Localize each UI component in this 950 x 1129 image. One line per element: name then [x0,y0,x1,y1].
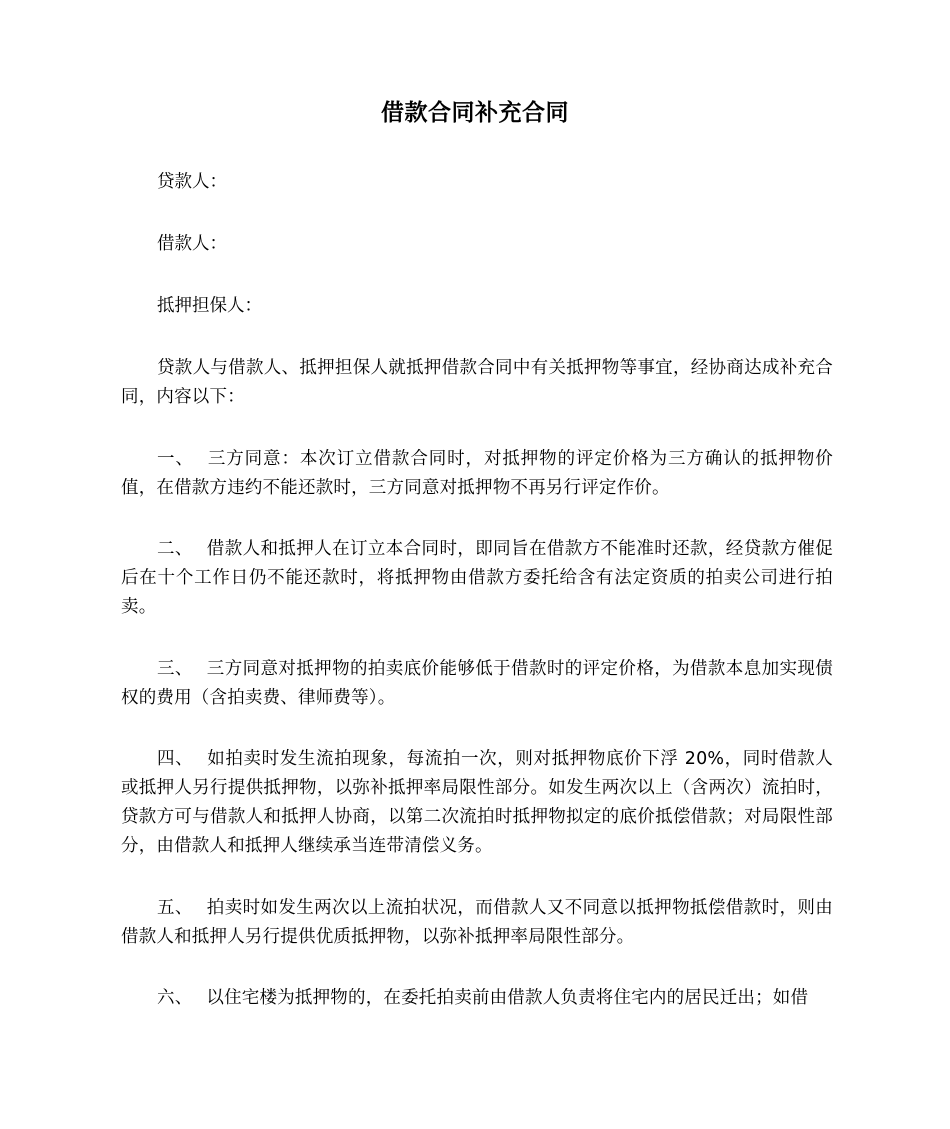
clause-number: 二、 [157,539,193,559]
clause-number: 一、 [157,449,194,469]
clause-text: 三方同意对抵押物的拍卖底价能够低于借款时的评定价格，为借款本息加实现债权的费用（含拍卖费、律师费等）。 [121,659,833,708]
clause-text: 如拍卖时发生流拍现象，每流拍一次，则对抵押物底价下浮 20%，同时借款人或抵押人另行提供抵押物，以弥补抵押率局限性部分。如发生两次以上（含两次）流拍时，贷款方可与借款人和抵押人协商，以第二次流拍时抵押物拟定的底价抵偿借款；对局限性部分，由借款人和抵押人继续承当连带清偿义务。 [121,749,833,856]
clause-2 [121,535,833,622]
clause-3 [121,655,833,713]
clause-6 [121,984,833,1013]
clause-text: 以住宅楼为抵押物的，在委托拍卖前由借款人负责将住宅内的居民迁出；如借 [206,988,809,1008]
document-title: 借款合同补充合同 [381,100,569,126]
lender-field: 贷款人： [157,172,227,192]
clause-number: 三、 [157,659,193,679]
clause-text: 拍卖时如发生两次以上流拍状况，而借款人又不同意以抵押物抵偿借款时，则由借款人和抵押人另行提供优质抵押物，以弥补抵押率局限性部分。 [121,898,833,947]
clause-number: 六、 [157,988,193,1008]
borrower-field: 借款人： [157,234,227,254]
mortgage-guarantor-field: 抵押担保人： [157,296,262,316]
clause-text: 三方同意：本次订立借款合同时，对抵押物的评定价格为三方确认的抵押物价值，在借款方违约不能还款时，三方同意对抵押物不再另行评定作价。 [121,449,833,498]
clause-text: 借款人和抵押人在订立本合同时，即同旨在借款方不能准时还款，经贷款方催促后在十个工作日仍不能还款时，将抵押物由借款方委托给含有法定资质的拍卖公司进行拍卖。 [121,539,833,617]
intro-paragraph: 贷款人与借款人、抵押担保人就抵押借款合同中有关抵押物等事宜，经协商达成补充合同，内容以下： [121,358,833,407]
clause-5 [121,894,833,952]
clause-number: 四、 [157,749,194,769]
clause-4 [121,745,833,861]
clause-number: 五、 [157,898,193,918]
clause-1 [121,445,833,503]
